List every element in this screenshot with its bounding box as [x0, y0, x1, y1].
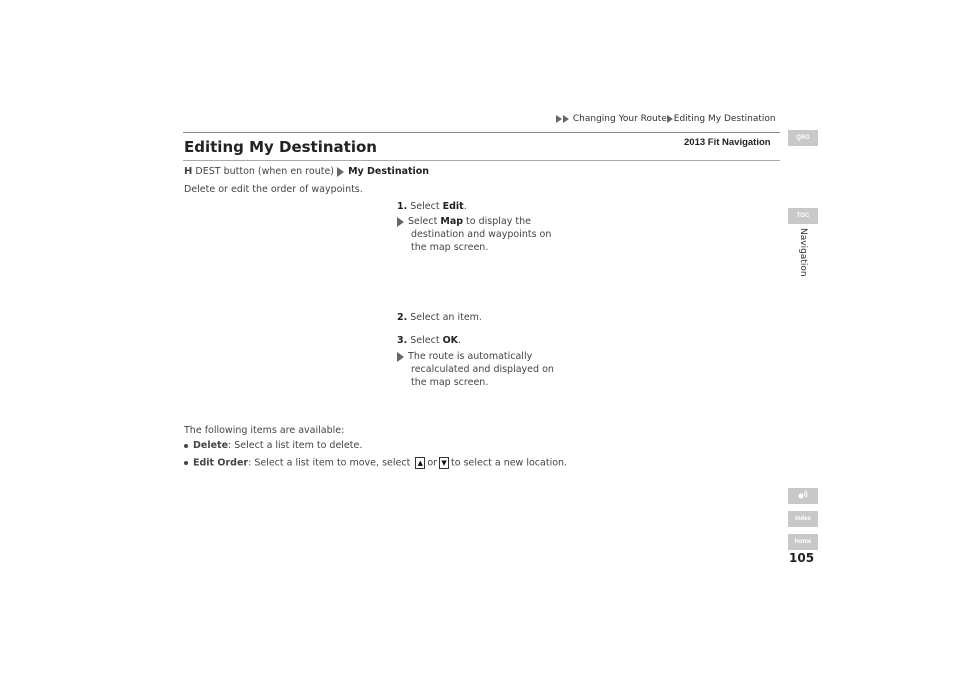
toc-tab[interactable]: TOC: [788, 208, 818, 224]
home-tab[interactable]: Home: [788, 534, 818, 550]
breadcrumb: [556, 114, 776, 124]
step-1: [397, 200, 467, 214]
step-number: 3.: [397, 335, 408, 346]
step-1-note-line: destination and waypoints on: [411, 229, 552, 240]
header-divider: [183, 132, 780, 133]
section-tag: 2013 Fit Navigation: [684, 137, 771, 148]
home-key-icon: H: [184, 166, 193, 177]
nav-path-prefix: DEST button (when en route): [195, 166, 335, 177]
result-arrow-icon: [397, 352, 404, 362]
item-description: to select a new location.: [451, 457, 568, 469]
step-text: Select an item.: [410, 312, 482, 323]
item-label: Edit Order: [193, 457, 249, 469]
note-text: Select: [408, 216, 441, 227]
item-description: : Select a list item to delete.: [228, 440, 363, 451]
item-description: or: [427, 457, 438, 469]
bullet-icon: [184, 444, 188, 448]
breadcrumb-current: Editing My Destination: [673, 114, 776, 124]
item-label: Delete: [193, 440, 229, 451]
list-item-edit-order: [184, 457, 567, 469]
breadcrumb-link-changing-route[interactable]: Changing Your Route: [572, 114, 667, 124]
available-items-heading: The following items are available:: [184, 425, 345, 436]
nav-path: [184, 166, 429, 177]
step-3-note: [397, 350, 532, 364]
nav-path-target: My Destination: [348, 166, 430, 177]
index-tab[interactable]: Index: [788, 511, 818, 527]
step-text: Select: [410, 335, 443, 346]
page-title: Editing My Destination: [184, 138, 377, 156]
step-number: 2.: [397, 312, 408, 323]
voice-command-icon: [797, 489, 809, 501]
step-3-note-line: the map screen.: [411, 377, 489, 388]
step-2: [397, 311, 482, 325]
breadcrumb-arrow-icon: [563, 115, 569, 123]
breadcrumb-arrow-icon: [667, 115, 673, 123]
section-label: Navigation: [798, 228, 808, 277]
down-arrow-key-icon: ▼: [439, 457, 449, 469]
step-bold-text: Edit: [442, 201, 464, 212]
nav-arrow-icon: [337, 167, 344, 177]
step-text: .: [463, 201, 467, 212]
qrg-tab[interactable]: QRG: [788, 130, 818, 146]
voice-tab[interactable]: [788, 488, 818, 504]
page-number: 105: [789, 551, 815, 565]
note-bold-text: Map: [440, 216, 464, 227]
result-arrow-icon: [397, 217, 404, 227]
step-1-note-line: the map screen.: [411, 242, 489, 253]
step-number: 1.: [397, 201, 408, 212]
step-3-note-line: recalculated and displayed on: [411, 364, 554, 375]
breadcrumb-arrow-icon: [556, 115, 562, 123]
list-item-delete: [184, 440, 362, 451]
up-arrow-key-icon: ▲: [415, 457, 425, 469]
note-text: The route is automatically: [408, 351, 533, 362]
intro-text: Delete or edit the order of waypoints.: [184, 184, 363, 195]
step-3: [397, 334, 461, 348]
step-text: Select: [410, 201, 443, 212]
note-text: to display the: [463, 216, 531, 227]
step-bold-text: OK: [442, 335, 459, 346]
step-text: .: [458, 335, 462, 346]
step-1-note: [397, 215, 531, 229]
bullet-icon: [184, 461, 188, 465]
item-description: : Select a list item to move, select: [248, 457, 414, 469]
title-divider: [183, 160, 780, 161]
